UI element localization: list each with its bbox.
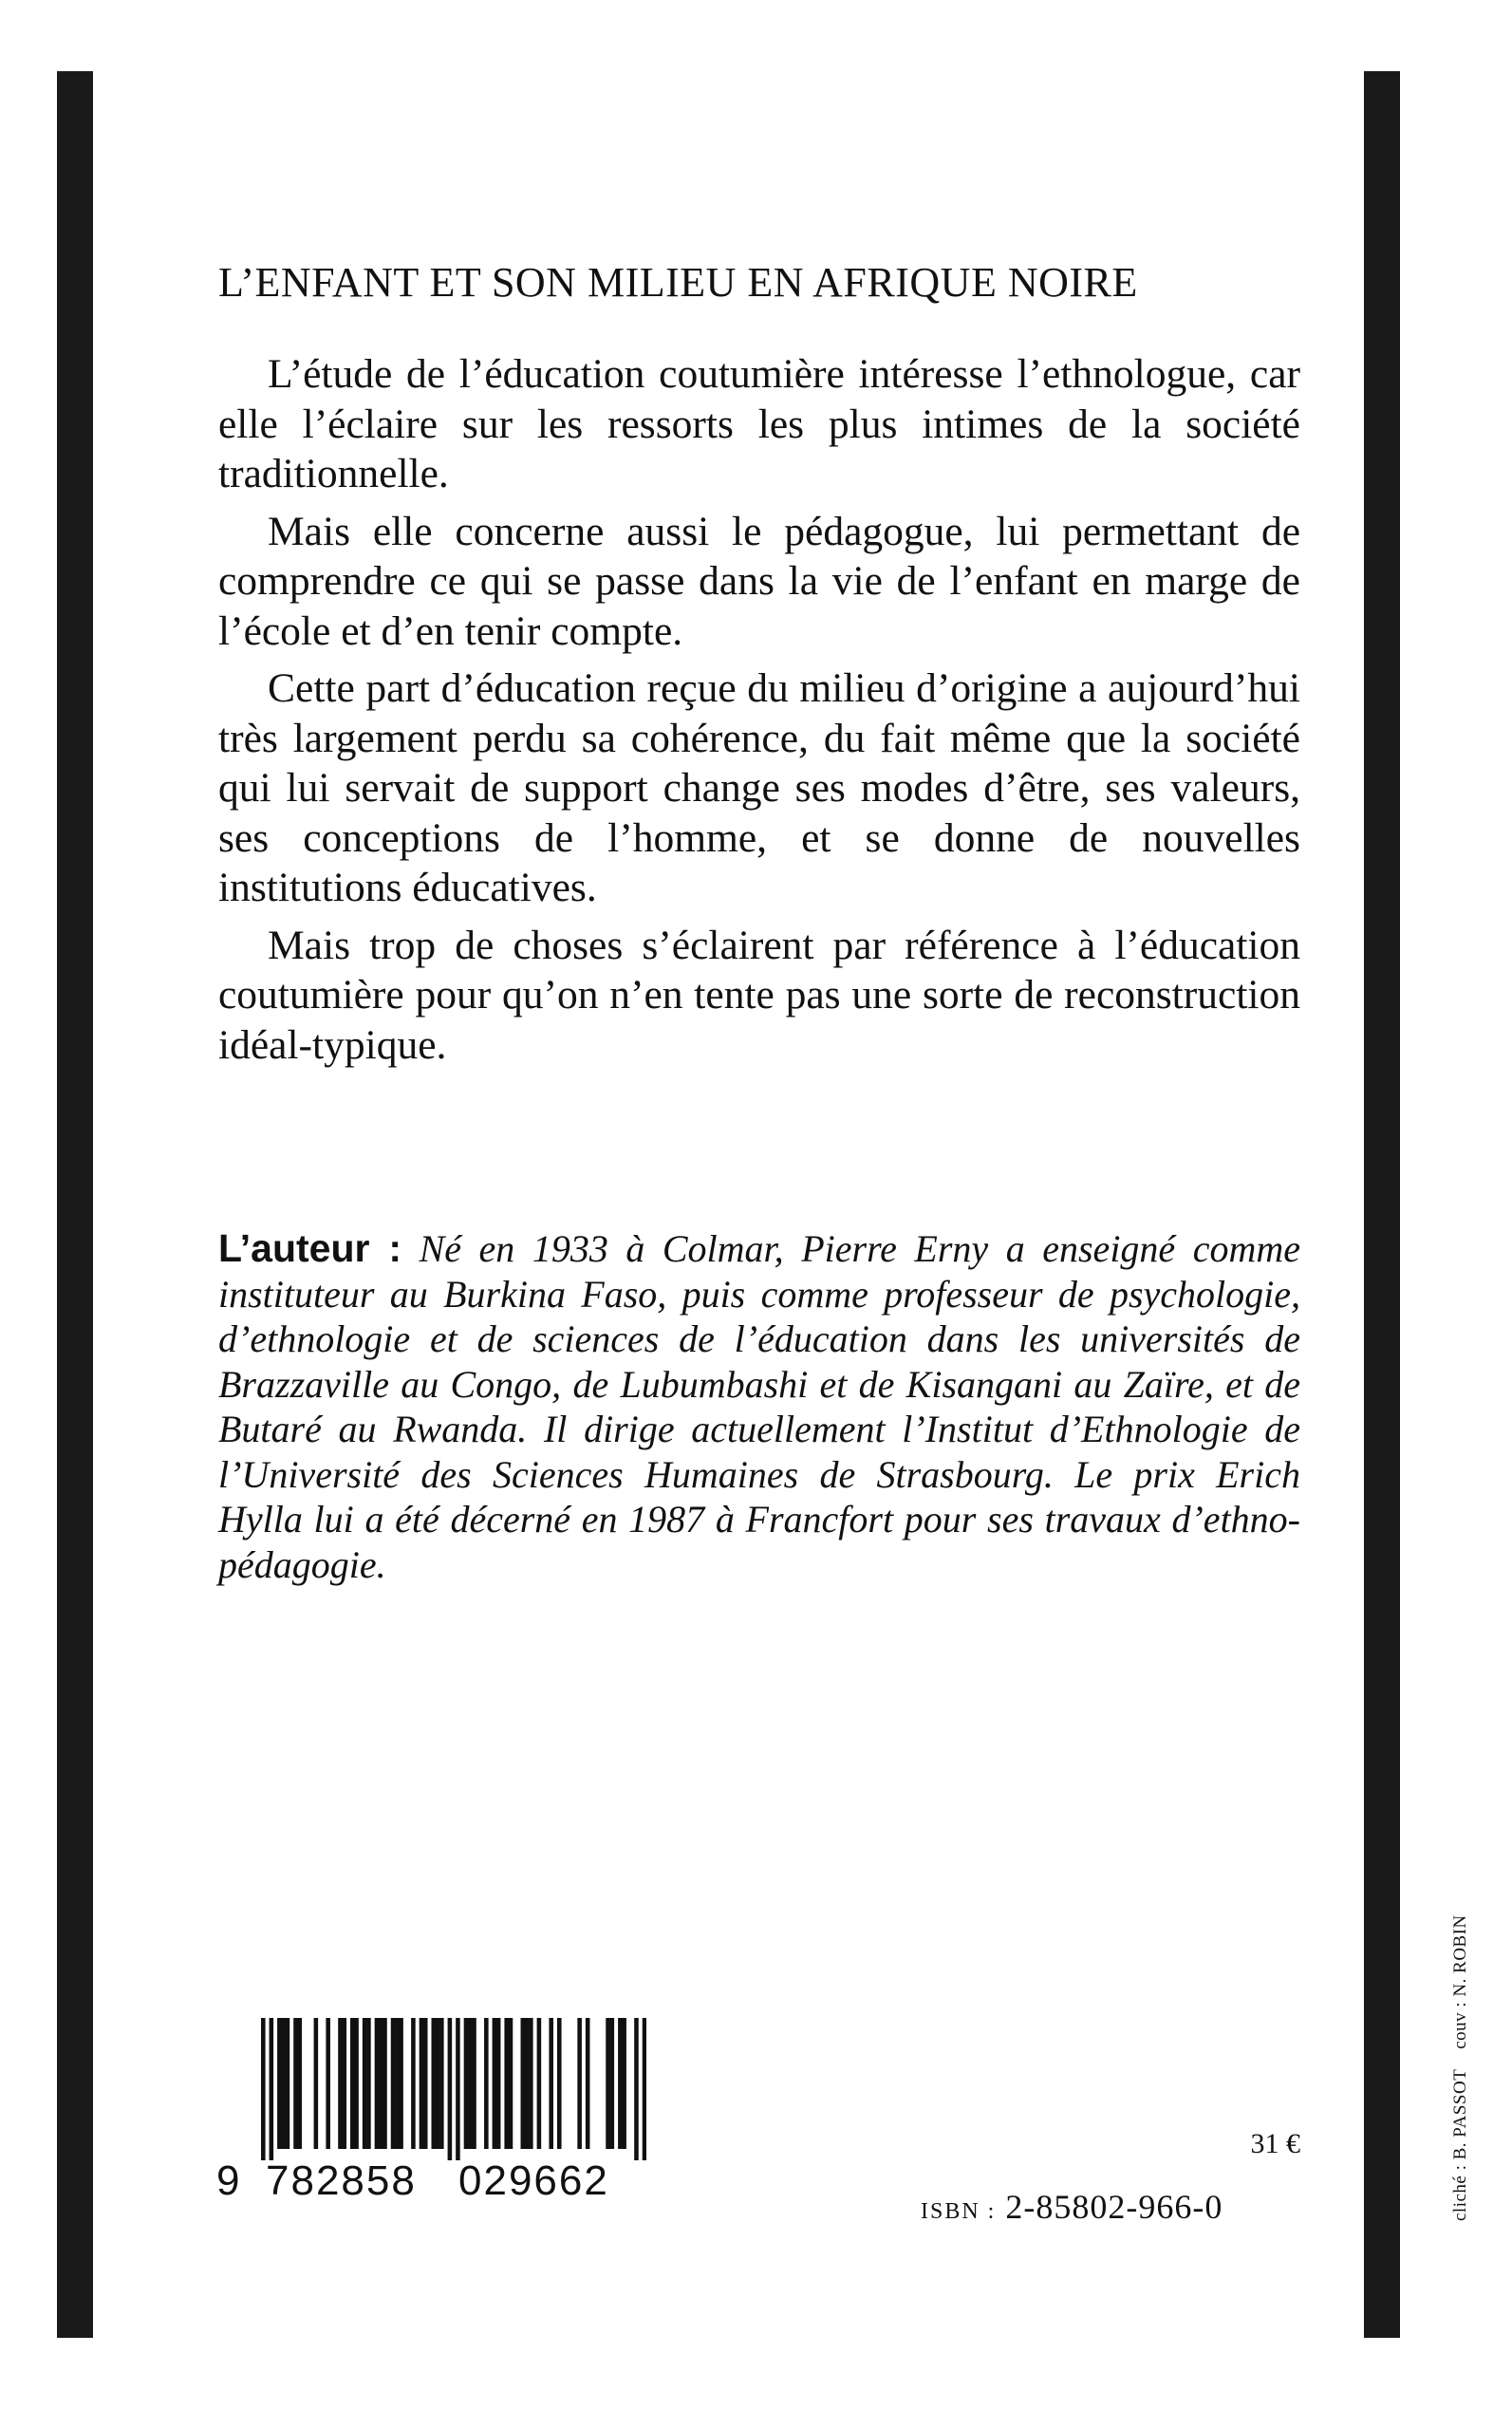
cover-credit: couv : N. ROBIN [1450, 1914, 1470, 2049]
barcode-bar [338, 2018, 343, 2149]
isbn [921, 2187, 1223, 2227]
left-border-bar [57, 71, 93, 2338]
photo-credit: cliché : B. PASSOT [1450, 2069, 1470, 2221]
barcode-bar [521, 2018, 526, 2149]
barcode-bar [439, 2018, 444, 2149]
barcode-bar [529, 2018, 533, 2149]
barcode-guard-bar [643, 2018, 646, 2160]
author-label: L’auteur : [218, 1226, 402, 1270]
barcode-bar [375, 2018, 380, 2149]
barcode-bar [577, 2018, 582, 2149]
barcode-group-1: 782858 [266, 2157, 417, 2204]
barcode-bar [350, 2018, 355, 2149]
barcode-bar [354, 2018, 359, 2149]
blurb-paragraph: Cette part d’éducation reçue du milieu d’origine a aujourd’hui très largement perdu sa cohérence, du fait même que la société qui lui servait de support change ses modes d’être, ses valeurs, ses conceptions de l’homme, et se donne de nouvelles institutions éducatives. [218, 665, 1300, 910]
barcode-first-digit: 9 [216, 2157, 240, 2204]
isbn-number: 2-85802-966-0 [1005, 2188, 1223, 2226]
barcode-bar [622, 2018, 626, 2149]
barcode-bar [366, 2018, 371, 2149]
barcode-bar [509, 2018, 513, 2149]
barcode-bar [314, 2018, 319, 2149]
barcode-bar [399, 2018, 403, 2149]
barcode-bar [549, 2018, 553, 2149]
price: 31 € [1250, 2128, 1300, 2159]
barcode-bar [496, 2018, 501, 2149]
cover-credits [1450, 1914, 1471, 2221]
barcode-bar [468, 2018, 473, 2149]
barcode-guard-bar [270, 2018, 274, 2160]
barcode-bar [363, 2018, 367, 2149]
barcode-bar [610, 2018, 615, 2149]
isbn-label: ISBN : [921, 2199, 997, 2224]
barcode-bar [484, 2018, 489, 2149]
blurb-paragraph: Mais elle concerne aussi le pédagogue, lui permettant de comprendre ce qui se passe dans la vie de l’enfant en marge de l’école et d’en tenir compte. [218, 508, 1300, 654]
barcode-bar [326, 2018, 330, 2149]
barcode-bar [379, 2018, 383, 2149]
barcode-bar [464, 2018, 469, 2149]
barcode-digits [216, 2157, 653, 2205]
blurb [218, 349, 1300, 1077]
barcode-bar [293, 2018, 298, 2149]
barcode-bar [493, 2018, 497, 2149]
barcode-bar [586, 2018, 590, 2149]
barcode-bars [261, 2018, 646, 2160]
barcode-bar [286, 2018, 290, 2149]
barcode-bar [525, 2018, 530, 2149]
barcode-guard-bar [448, 2018, 453, 2160]
barcode-bar [383, 2018, 387, 2149]
barcode-bar [557, 2018, 562, 2149]
author-section [218, 1226, 1300, 1587]
barcode-bar [436, 2018, 440, 2149]
barcode-bar [431, 2018, 436, 2149]
barcode-bar [537, 2018, 542, 2149]
barcode-bar [297, 2018, 302, 2149]
barcode-guard-bar [261, 2018, 266, 2160]
barcode-group-2: 029662 [458, 2157, 609, 2204]
barcode-bar [618, 2018, 623, 2149]
right-border-bar [1364, 71, 1400, 2338]
barcode-bar [423, 2018, 428, 2149]
barcode-bar [391, 2018, 396, 2149]
barcode-bar [395, 2018, 400, 2149]
barcode [261, 2018, 646, 2160]
blurb-paragraph: L’étude de l’éducation coutumière intéresse l’ethnologue, car elle l’éclaire sur les ressorts les plus intimes de la société traditionnelle. [218, 351, 1300, 496]
author-bio: Né en 1933 à Colmar, Pierre Erny a enseigné comme instituteur au Burkina Faso, puis comme professeur de psychologie, d’ethnologie et de sciences de l’éducation dans les universités de Brazzaville au Congo, de Lubumbashi et de Kisangani au Zaïre, et de Butaré au Rwanda. Il dirige actuellement l’Institut d’Ethnologie de l’Université des Sciences Humaines de Strasbourg. Le prix Erich Hylla lui a été décerné en 1987 à Francfort pour ses travaux d’ethno-pédagogie. [218, 1227, 1300, 1586]
barcode-bar [342, 2018, 346, 2149]
book-title: L’ENFANT ET SON MILIEU EN AFRIQUE NOIRE [218, 259, 1138, 306]
barcode-bar [277, 2018, 282, 2149]
barcode-bar [281, 2018, 286, 2149]
barcode-bar [504, 2018, 509, 2149]
barcode-bar [606, 2018, 610, 2149]
barcode-bar [420, 2018, 424, 2149]
barcode-guard-bar [456, 2018, 460, 2160]
barcode-bar [411, 2018, 416, 2149]
blurb-paragraph: Mais trop de choses s’éclairent par référence à l’éducation coutumière pour qu’on n’en tente pas une sorte de reconstruction idéal-typique. [218, 922, 1300, 1068]
barcode-bar [472, 2018, 476, 2149]
barcode-guard-bar [634, 2018, 639, 2160]
